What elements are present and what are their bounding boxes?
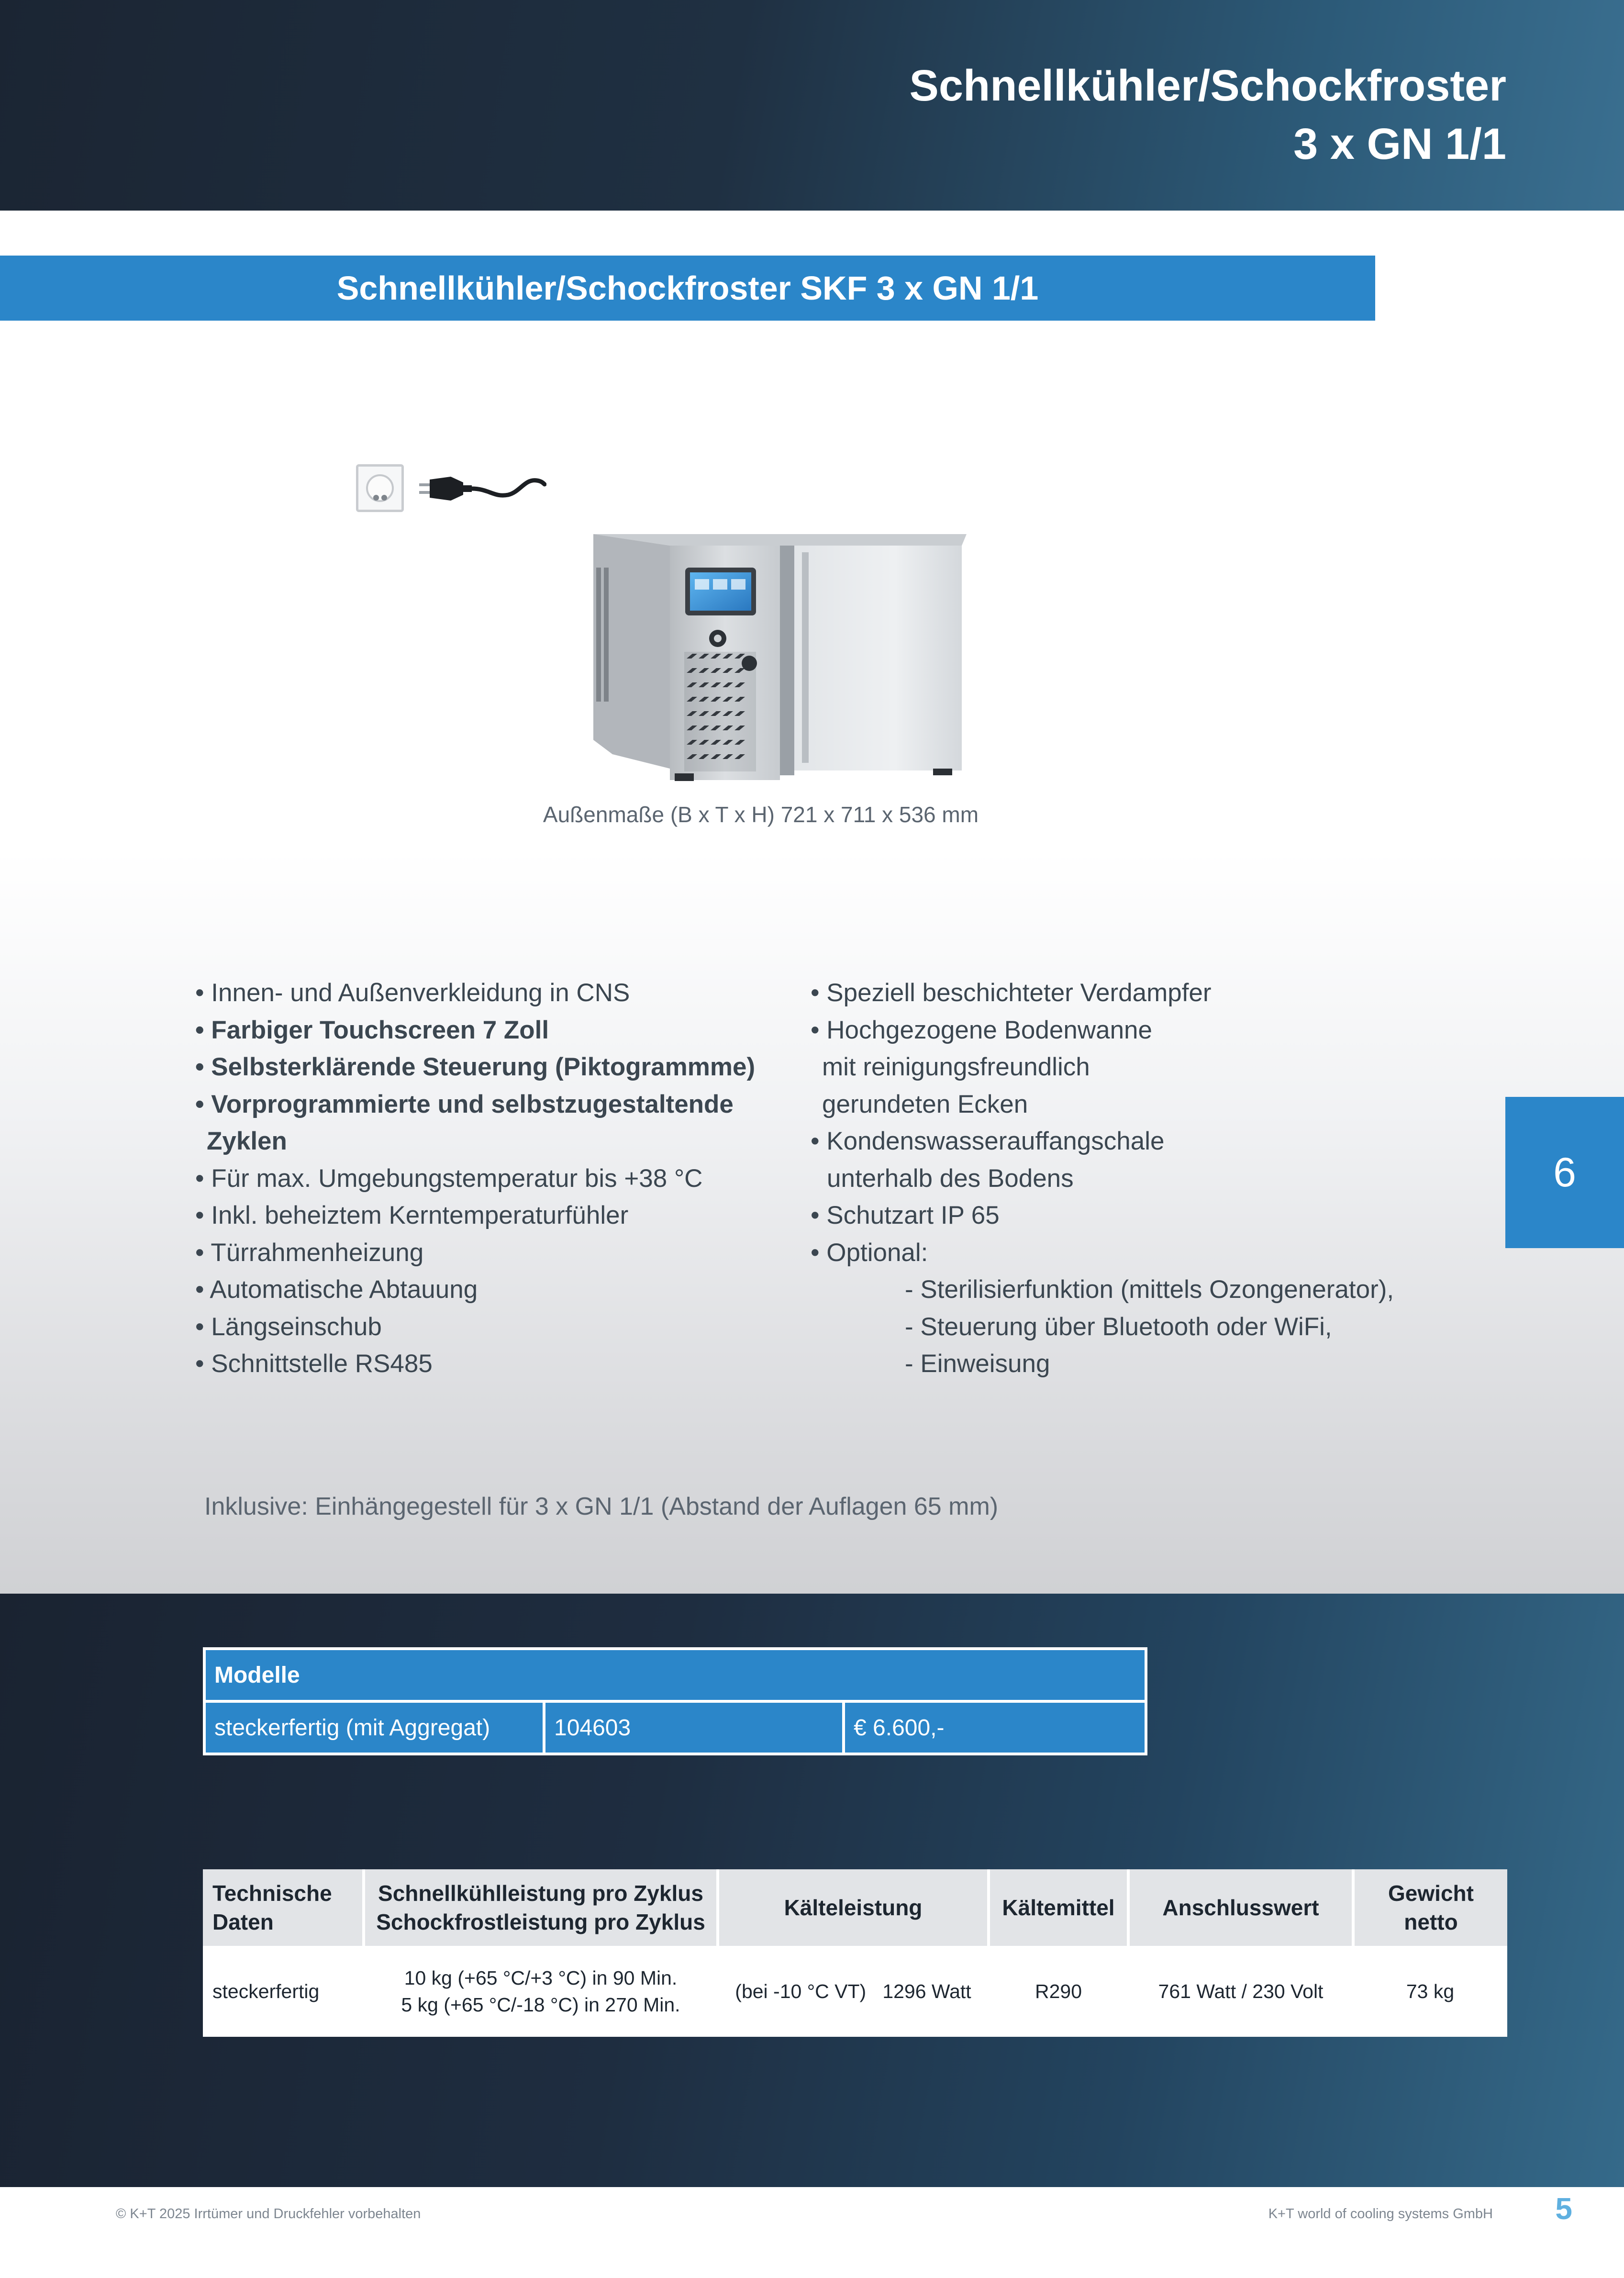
feature-item: • Hochgezogene Bodenwanne xyxy=(811,1016,1152,1044)
table-row xyxy=(203,1946,1507,2037)
power-socket-icon xyxy=(356,464,404,512)
feature-item: • Türrahmenheizung xyxy=(195,1238,424,1267)
header-capacity: Schnellkühlleistung pro Zyklus Schockfrostleistung pro Zyklus xyxy=(364,1869,718,1946)
power-plug-icon xyxy=(417,468,546,509)
option-item: - Einweisung xyxy=(905,1350,1050,1378)
features-right-list xyxy=(811,974,1576,1383)
feature-item: • Schutzart IP 65 xyxy=(811,1201,1000,1229)
header-technical-data: Technische Daten xyxy=(203,1869,364,1946)
header-band xyxy=(0,0,1624,211)
feature-item: • Automatische Abtauung xyxy=(195,1275,478,1304)
cell-weight: 73 kg xyxy=(1353,1946,1507,2037)
feature-item: • Längseinschub xyxy=(195,1312,382,1341)
feature-item: • Speziell beschichteter Verdampfer xyxy=(811,979,1212,1007)
feature-item-continuation: Zyklen xyxy=(207,1127,287,1155)
cell-cooling-capacity: (bei -10 °C VT) 1296 Watt xyxy=(718,1946,989,2037)
option-item: - Steuerung über Bluetooth oder WiFi, xyxy=(905,1312,1332,1341)
cell-refrigerant: R290 xyxy=(989,1946,1128,2037)
header-refrigerant: Kältemittel xyxy=(989,1869,1128,1946)
model-variant: steckerfertig (mit Aggregat) xyxy=(204,1701,544,1754)
model-price-table xyxy=(203,1647,1147,1755)
cell-capacity: 10 kg (+65 °C/+3 °C) in 90 Min. 5 kg (+65 °C/-18 °C) in 270 Min. xyxy=(364,1946,718,2037)
model-article-number: 104603 xyxy=(544,1701,844,1754)
header-weight: Gewicht netto xyxy=(1353,1869,1507,1946)
cell-power: 761 Watt / 230 Volt xyxy=(1128,1946,1353,2037)
header-cooling-capacity: Kälteleistung xyxy=(718,1869,989,1946)
product-dimensions-caption: Außenmaße (B x T x H) 721 x 711 x 536 mm xyxy=(543,802,979,827)
features-left-list xyxy=(195,974,793,1383)
model-price: € 6.600,- xyxy=(844,1701,1146,1754)
page-title-line1: Schnellkühler/Schockfroster xyxy=(909,61,1506,110)
blast-chiller-image xyxy=(584,529,972,784)
models-header: Modelle xyxy=(204,1649,1146,1701)
included-accessories: Inklusive: Einhängegestell für 3 x GN 1/1 (Abstand der Auflagen 65 mm) xyxy=(204,1493,999,1520)
page-title-line2: 3 x GN 1/1 xyxy=(1293,120,1506,168)
feature-item: • Für max. Umgebungstemperatur bis +38 °C xyxy=(195,1164,703,1193)
feature-item: • Schnittstelle RS485 xyxy=(195,1350,433,1378)
feature-item: • Selbsterklärende Steuerung (Piktogrammme) xyxy=(195,1053,756,1081)
feature-item: • Optional: xyxy=(811,1238,928,1267)
chapter-tab[interactable]: 6 xyxy=(1505,1097,1624,1248)
feature-item-continuation: unterhalb des Bodens xyxy=(827,1164,1074,1193)
technical-data-table xyxy=(203,1869,1507,2037)
feature-item: • Vorprogrammierte und selbstzugestaltende xyxy=(195,1090,734,1118)
page-number: 5 xyxy=(1555,2191,1572,2226)
page-title xyxy=(909,56,1506,173)
feature-item-continuation: mit reinigungsfreundlich xyxy=(822,1053,1090,1081)
footer-company: K+T world of cooling systems GmbH xyxy=(1268,2206,1493,2222)
option-item: - Sterilisierfunktion (mittels Ozongenerator), xyxy=(905,1275,1394,1304)
cell-type: steckerfertig xyxy=(203,1946,364,2037)
section-title: Schnellkühler/Schockfroster SKF 3 x GN 1/1 xyxy=(336,269,1039,307)
header-power: Anschlusswert xyxy=(1128,1869,1353,1946)
feature-item: • Kondenswasserauffangschale xyxy=(811,1127,1165,1155)
table-row xyxy=(204,1701,1146,1754)
feature-item: • Farbiger Touchscreen 7 Zoll xyxy=(195,1016,549,1044)
table-header-row xyxy=(204,1649,1146,1701)
feature-item-continuation: gerundeten Ecken xyxy=(822,1090,1028,1118)
feature-item: • Inkl. beheiztem Kerntemperaturfühler xyxy=(195,1201,629,1229)
footer-copyright: © K+T 2025 Irrtümer und Druckfehler vorbehalten xyxy=(116,2206,421,2222)
section-title-bar xyxy=(0,256,1375,321)
feature-item: • Innen- und Außenverkleidung in CNS xyxy=(195,979,630,1007)
table-header-row xyxy=(203,1869,1507,1946)
